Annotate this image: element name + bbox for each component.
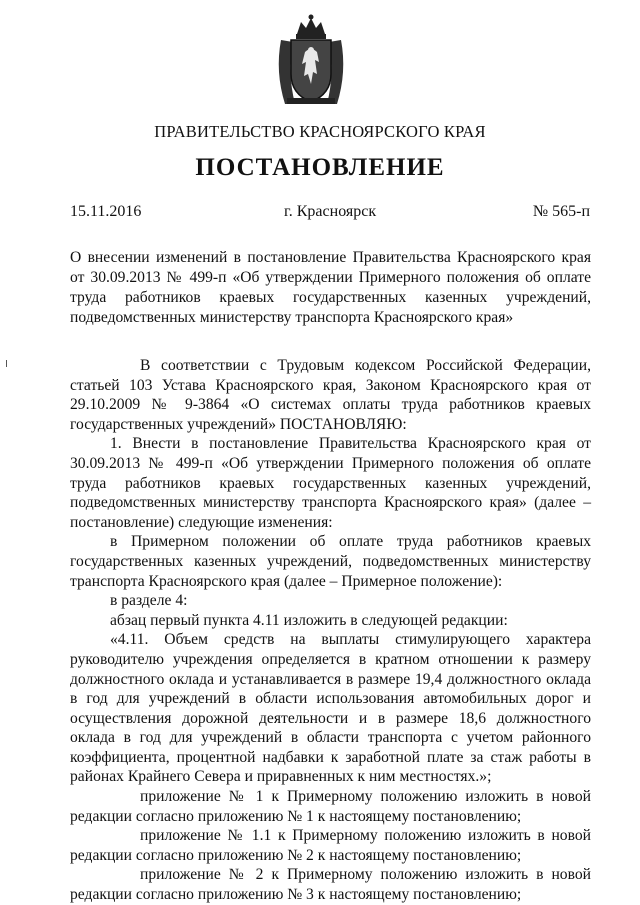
document-type: ПОСТАНОВЛЕНИЕ — [195, 154, 445, 181]
paragraph-amendment-scope: в Примерном положении об оплате труда работников краевых государственных казенных учреждений, подведомственных министерству транспорта Красноярского края (далее – Примерное положение): — [70, 533, 591, 590]
margin-mark — [6, 360, 7, 367]
paragraph-preamble: В соответствии с Трудовым кодексом Российской Федерации, статьей 103 Устава Красноярского края, Законом Красноярского края от 29.10.2009 № 9-3864 «О системах оплаты труда работников краевых государственных учреждений» ПОСТАНОВЛЯЮ: — [70, 357, 591, 433]
paragraph-appendix-1-1: приложение № 1.1 к Примерному положению изложить в новой редакции согласно приложению № 2 к настоящему постановлению; — [70, 827, 591, 864]
paragraph-clause-4-11: абзац первый пункта 4.11 изложить в следующей редакции: — [110, 611, 508, 629]
document-date: 15.11.2016 — [70, 203, 142, 220]
document-subject: О внесении изменений в постановление Правительства Красноярского края от 30.09.2013 № 499-п «Об утверждении Примерного положения об оплате труда работников краевых государственных казенных учреждений, подведомственных министерству транспорта Красноярского края» — [70, 249, 591, 326]
document-body — [70, 356, 591, 905]
paragraph-appendix-1: приложение № 1 к Примерному положению изложить в новой редакции согласно приложению № 1 к настоящему постановлению; — [70, 788, 591, 825]
paragraph-clause-4-11-text: «4.11. Объем средств на выплаты стимулирующего характера руководителю учреждения определяется в кратном отношении к размеру должностного оклада и устанавливается в размере 19,4 должностного оклада в год для учреждений в области использования автомобильных дорог и осуществления дорожной деятельности и в размере 18,6 должностного оклада в год для учреждений в области транспорта с учетом районного коэффициента, процентной надбавки к заработной плате за стаж работы в районах Крайнего Севера и приравненных к ним местностях.»; — [70, 631, 591, 786]
paragraph-appendix-2: приложение № 2 к Примерному положению изложить в новой редакции согласно приложению № 3 к настоящему постановлению; — [70, 866, 591, 904]
coat-of-arms-icon — [271, 12, 351, 108]
paragraph-section-4: в разделе 4: — [110, 592, 188, 610]
government-title: ПРАВИТЕЛЬСТВО КРАСНОЯРСКОГО КРАЯ — [154, 122, 486, 141]
document-city: г. Красноярск — [284, 203, 377, 220]
paragraph-item-1: 1. Внести в постановление Правительства Красноярского края от 30.09.2013 № 499-п «Об утверждении Примерного положения об оплате труда работников краевых государственных казенных учреждений, подведомственных министерству транспорта Красноярского края» (далее – постановление) следующие изменения: — [70, 435, 591, 531]
document-number: № 565-п — [532, 203, 590, 220]
document-meta — [70, 203, 590, 223]
